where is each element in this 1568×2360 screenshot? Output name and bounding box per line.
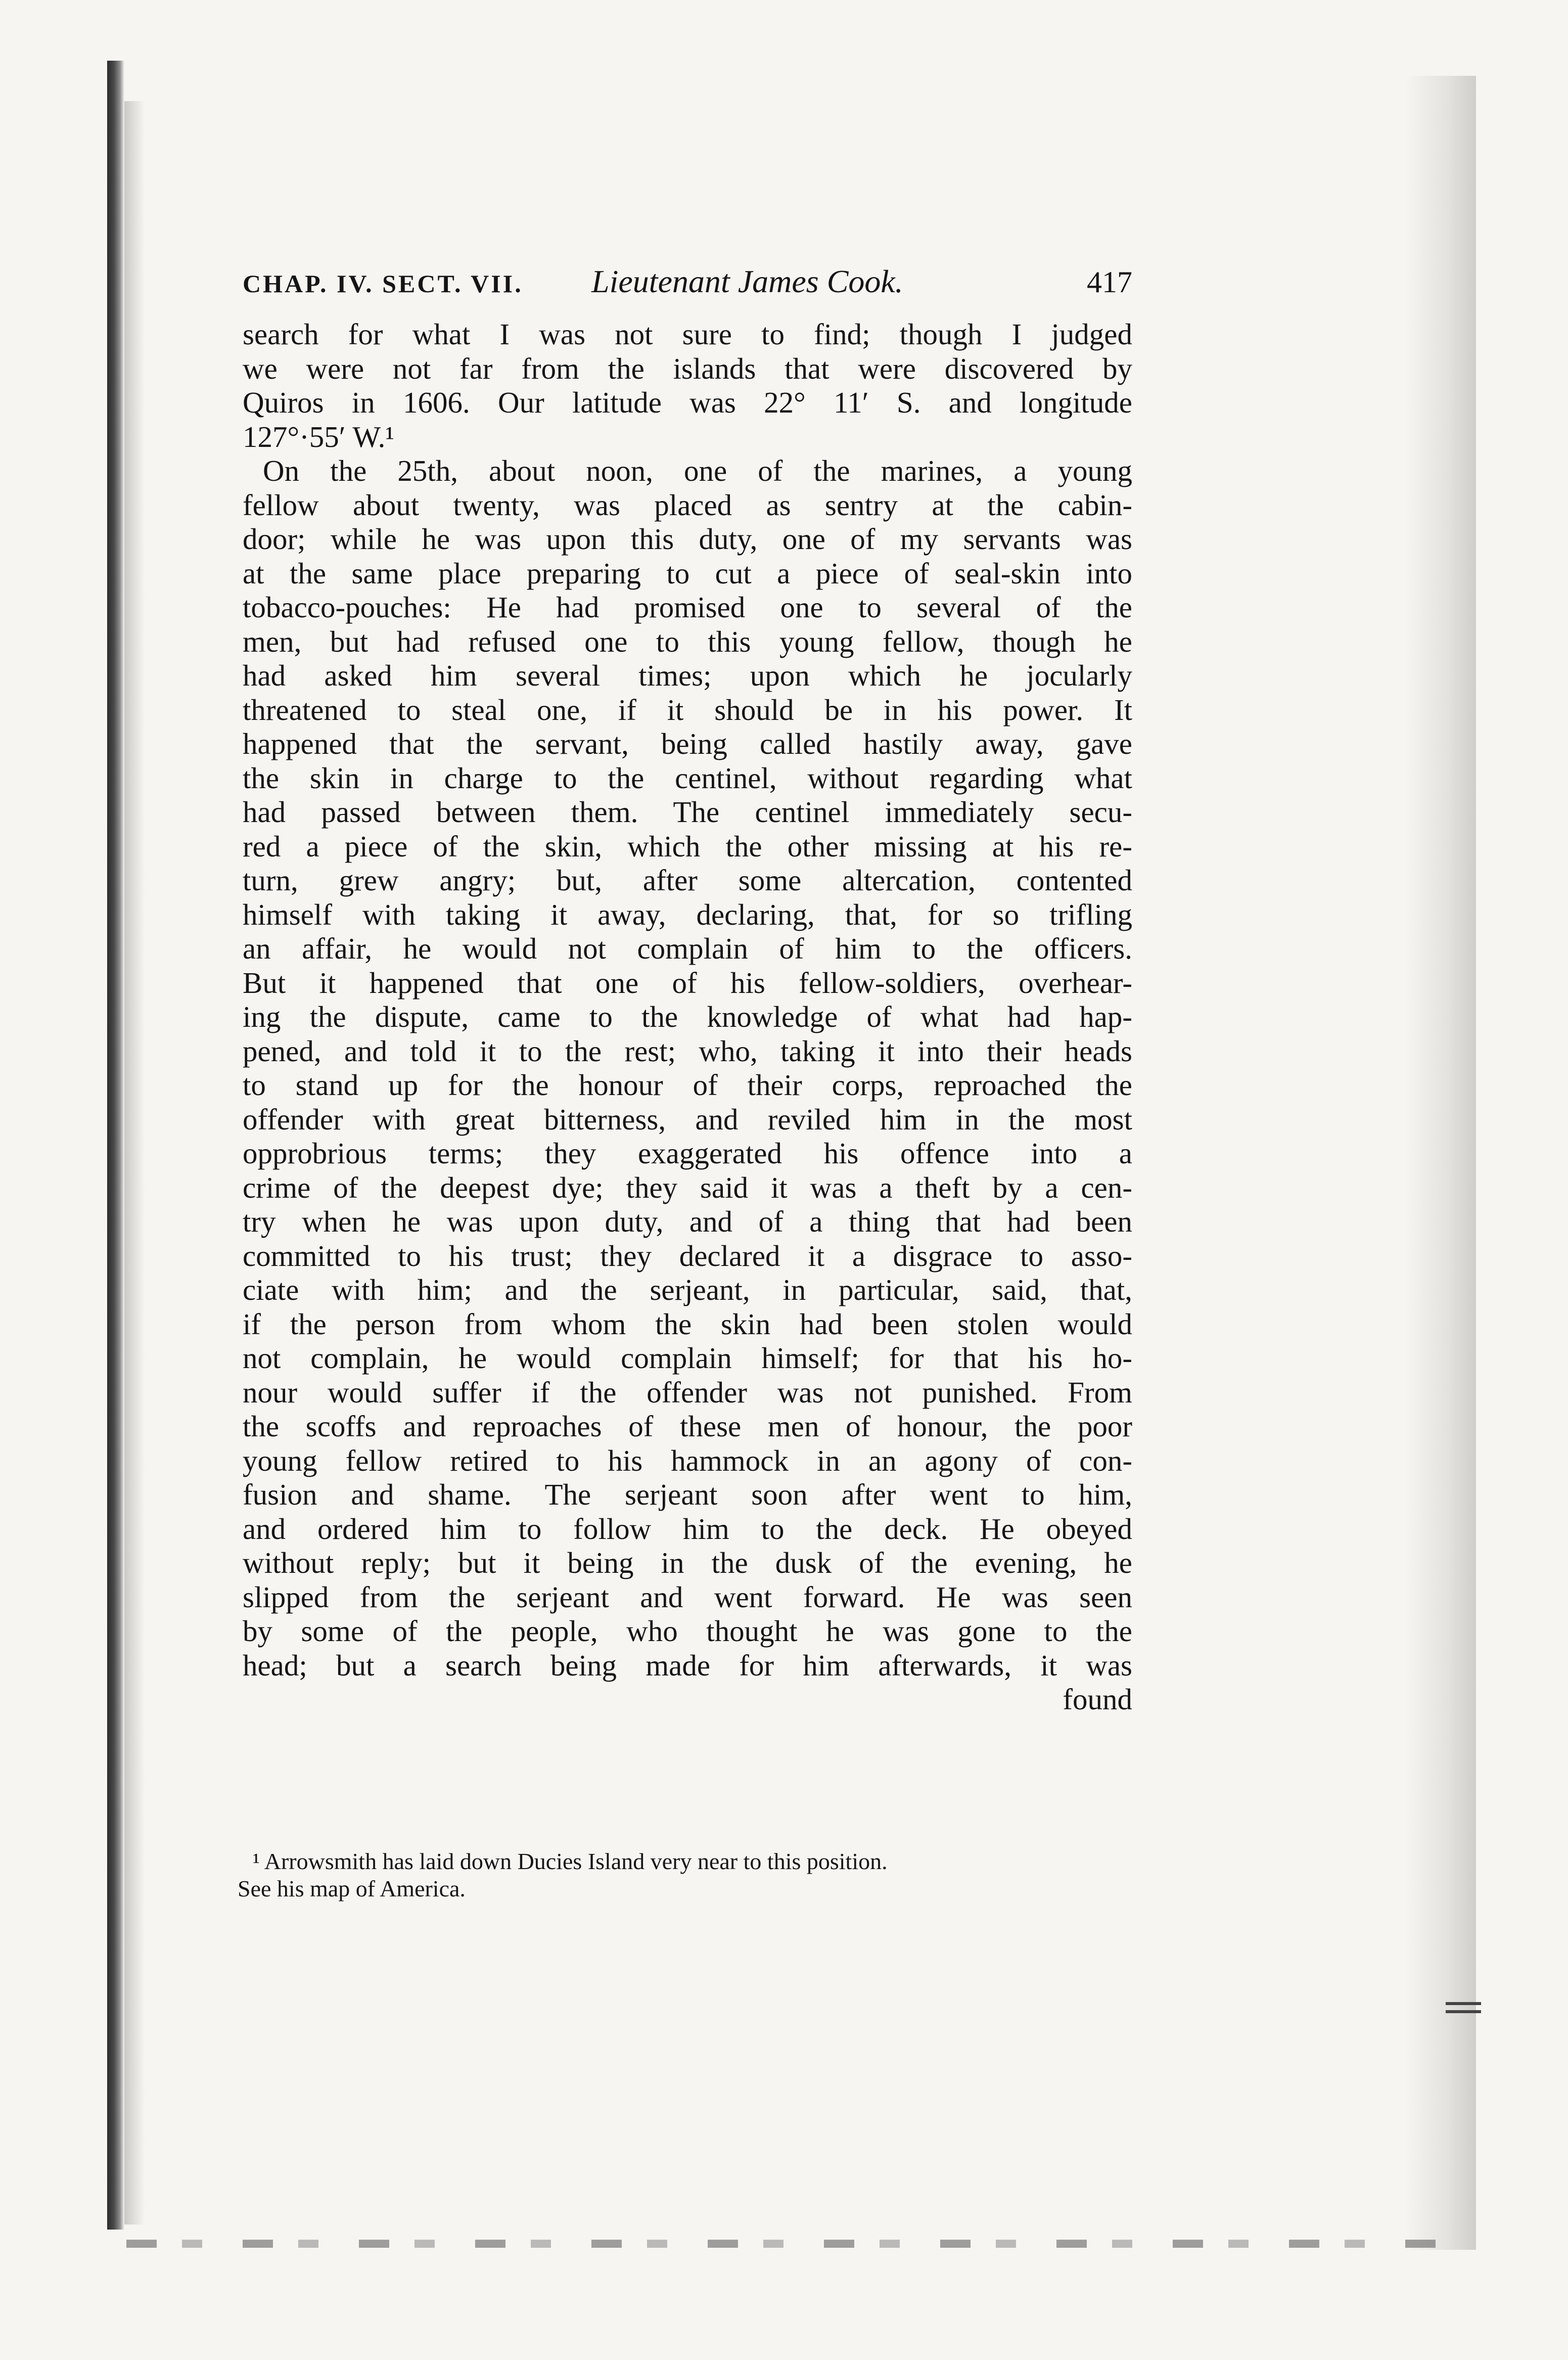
body-line: opprobrious terms; they exaggerated his offence into a bbox=[243, 1137, 1132, 1170]
body-line: fusion and shame. The serjeant soon after went to him, bbox=[243, 1478, 1132, 1511]
footnote-line: ¹ Arrowsmith has laid down Ducies Island very near to this position. bbox=[253, 1848, 888, 1874]
body-line: But it happened that one of his fellow-soldiers, overhear- bbox=[243, 966, 1132, 1000]
page-bottom-edge bbox=[126, 2240, 1451, 2248]
body-line: turn, grew angry; but, after some altercation, contented bbox=[243, 864, 1132, 897]
body-line: try when he was upon duty, and of a thing that had been bbox=[243, 1205, 1132, 1238]
body-line: if the person from whom the skin had been stolen would bbox=[243, 1307, 1132, 1341]
body-line: at the same place preparing to cut a piece of seal-skin into bbox=[243, 556, 1132, 590]
body-line: without reply; but it being in the dusk of the evening, he bbox=[243, 1546, 1132, 1579]
body-line: the scoffs and reproaches of these men of honour, the poor bbox=[243, 1410, 1132, 1443]
body-line: search for what I was not sure to find; though I judged bbox=[243, 317, 1132, 351]
body-line: the skin in charge to the centinel, without regarding what bbox=[243, 761, 1132, 795]
body-line: ing the dispute, came to the knowledge of what had hap- bbox=[243, 1000, 1132, 1033]
catchword: found bbox=[1063, 1683, 1132, 1716]
body-line: committed to his trust; they declared it a disgrace to asso- bbox=[243, 1239, 1132, 1273]
footnote-line: See his map of America. bbox=[238, 1876, 466, 1901]
body-line: happened that the servant, being called hastily away, gave bbox=[243, 727, 1132, 760]
body-line: an affair, he would not complain of him to the officers. bbox=[243, 932, 1132, 965]
footnote bbox=[238, 1848, 1132, 1902]
body-line: tobacco-pouches: He had promised one to several of the bbox=[243, 591, 1132, 624]
body-line: slipped from the serjeant and went forward. He was seen bbox=[243, 1580, 1132, 1614]
body-line: nour would suffer if the offender was not punished. From bbox=[243, 1375, 1132, 1409]
page-binding-edge bbox=[107, 61, 124, 2230]
body-line: had passed between them. The centinel immediately secu- bbox=[243, 795, 1132, 829]
body-line: ciate with him; and the serjeant, in particular, said, that, bbox=[243, 1273, 1132, 1306]
body-line: by some of the people, who thought he was gone to the bbox=[243, 1614, 1132, 1648]
page-binding-shadow bbox=[124, 101, 145, 2225]
margin-mark bbox=[1446, 2002, 1481, 2013]
body-line: himself with taking it away, declaring, that, for so trifling bbox=[243, 897, 1132, 931]
body-line: red a piece of the skin, which the other missing at his re- bbox=[243, 829, 1132, 863]
body-line: young fellow retired to his hammock in an agony of con- bbox=[243, 1443, 1132, 1477]
body-line: threatened to steal one, if it should be in his power. It bbox=[243, 693, 1132, 727]
body-line: fellow about twenty, was placed as sentry at the cabin- bbox=[243, 488, 1132, 522]
chapter-section-label: CHAP. IV. SECT. VII. bbox=[243, 269, 523, 298]
body-line: men, but had refused one to this young fellow, though he bbox=[243, 624, 1132, 658]
body-line: to stand up for the honour of their corps, reproached the bbox=[243, 1068, 1132, 1102]
running-title: Lieutenant James Cook. bbox=[591, 263, 903, 299]
body-line: pened, and told it to the rest; who, taking it into their heads bbox=[243, 1034, 1132, 1068]
body-line: On the 25th, about noon, one of the marines, a young bbox=[263, 454, 1132, 487]
page-number: 417 bbox=[1087, 265, 1132, 299]
body-line: 127°·55′ W.¹ bbox=[243, 420, 395, 453]
body-line: and ordered him to follow him to the deck. He obeyed bbox=[243, 1512, 1132, 1546]
body-line: not complain, he would complain himself; for that his ho- bbox=[243, 1341, 1132, 1375]
body-text bbox=[243, 317, 1132, 1717]
page-right-edge bbox=[1405, 76, 1476, 2250]
body-line: Quiros in 1606. Our latitude was 22° 11′ S. and longitude bbox=[243, 386, 1132, 419]
body-line: door; while he was upon this duty, one of my servants was bbox=[243, 522, 1132, 556]
body-line: head; but a search being made for him afterwards, it was bbox=[243, 1648, 1132, 1682]
body-line: crime of the deepest dye; they said it was a theft by a cen- bbox=[243, 1170, 1132, 1204]
body-line: offender with great bitterness, and reviled him in the most bbox=[243, 1102, 1132, 1136]
running-head bbox=[243, 263, 1132, 303]
body-line: we were not far from the islands that were discovered by bbox=[243, 351, 1132, 385]
body-line: had asked him several times; upon which he jocularly bbox=[243, 659, 1132, 692]
